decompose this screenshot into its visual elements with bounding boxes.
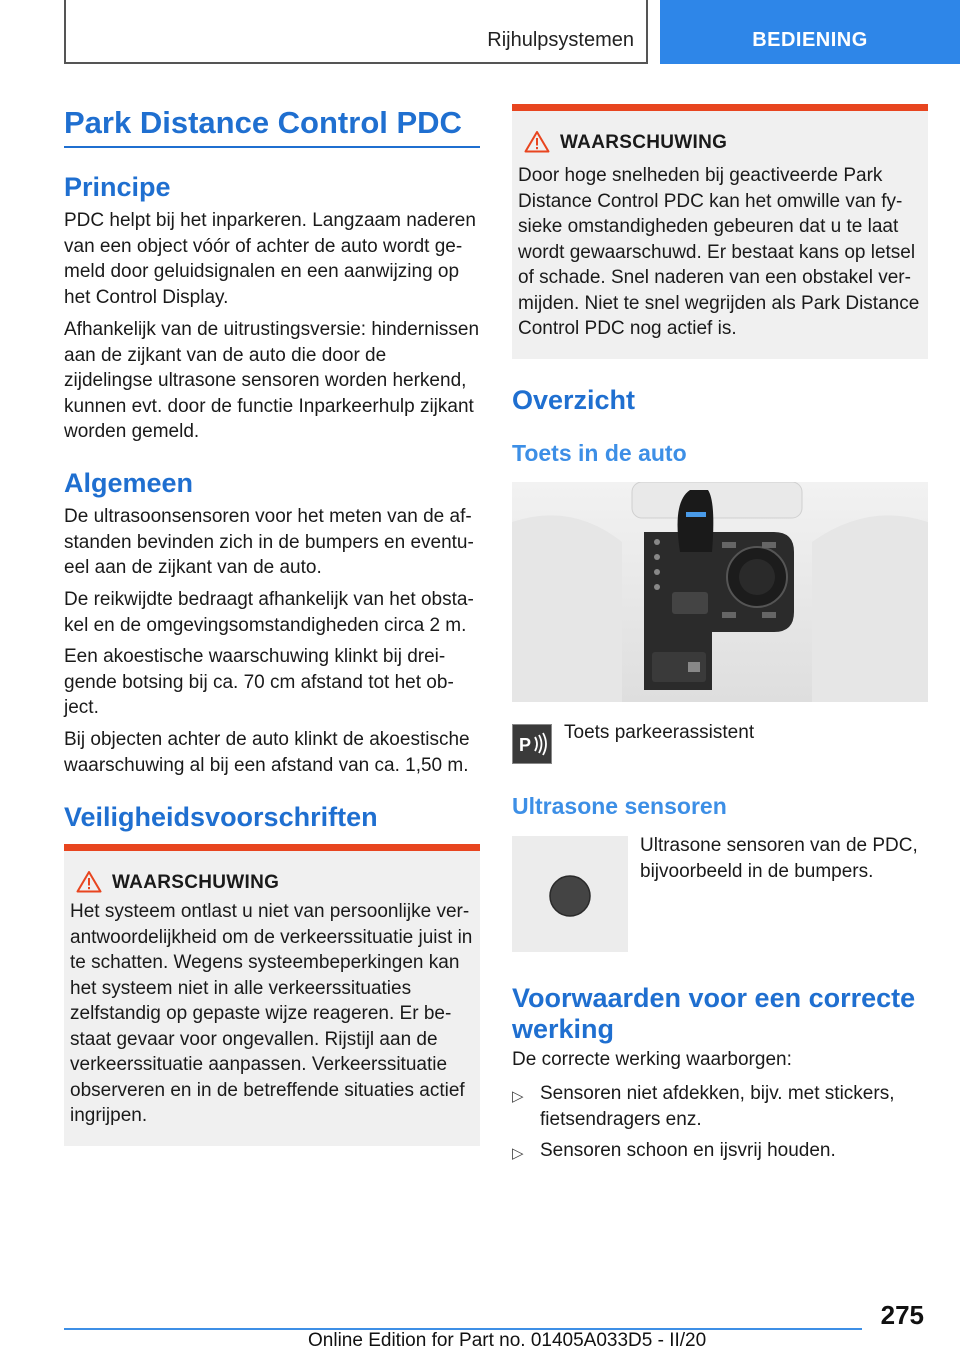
warning-bar — [64, 844, 480, 851]
page-number: 275 — [880, 1300, 924, 1330]
console-photo — [512, 482, 928, 702]
warning-box-safety — [64, 844, 480, 1146]
algemeen-paragraph-2: De reikwijdte bedraagt afhankelijk van het obstakel en de omgevingsomstandigheden circa 2 m. — [64, 589, 474, 636]
principe-paragraph-1: PDC helpt bij het inparkeren. Langzaam naderen van een object vóór of achter de auto wordt gemeld door geluidsignalen en een aanwijzing op het Control Display. — [64, 210, 476, 308]
bullet-triangle-icon: ▷ — [512, 1088, 524, 1105]
sensor-image — [512, 836, 628, 952]
heading-principe: Principe — [64, 172, 171, 202]
list-item — [512, 1081, 922, 1132]
heading-veiligheidsvoorschriften: Veiligheidsvoorschriften — [64, 802, 378, 832]
park-assist-icon — [513, 725, 551, 763]
page-title: Park Distance Control PDC — [64, 105, 462, 140]
header-chapter-label: BEDIENING — [752, 29, 868, 51]
heading-toets-in-de-auto: Toets in de auto — [512, 440, 687, 466]
park-assist-button-icon — [512, 724, 552, 764]
warning-title: WAARSCHUWING — [112, 872, 280, 893]
center-console-image — [512, 482, 928, 702]
warning-triangle-icon — [524, 130, 550, 153]
list-item-text: Sensoren niet afdekken, bijv. met stickers, fietsendragers enz. — [540, 1083, 895, 1130]
warning-title: WAARSCHUWING — [560, 132, 728, 153]
warning-triangle-icon — [76, 870, 102, 893]
bullet-triangle-icon: ▷ — [512, 1145, 524, 1162]
warning-bar — [512, 104, 928, 111]
warning-text: Het systeem ontlast u niet van persoonlijke verantwoordelijkheid om de verkeerssituatie juist in te schatten. Wegens systeembeperkingen kan het systeem niet in alle verkeerssituaties zelfstandig op gepaste wijze reageren. Er bestaat gevaar voor ongevallen. Rijstijl aan de verkeerssituatie aanpassen. Verkeerssituatie observeren en in de betreffende situaties actief ingrijpen. — [70, 901, 473, 1126]
title-rule — [64, 146, 480, 148]
warning-box-speed — [512, 104, 928, 359]
list-item — [512, 1138, 922, 1167]
sensor-photo — [512, 836, 628, 952]
voorwaarden-intro: De correcte werking waarborgen: — [512, 1049, 792, 1070]
algemeen-paragraph-3: Een akoestische waarschuwing klinkt bij dreigende botsing bij ca. 70 cm afstand tot het object. — [64, 646, 454, 718]
svg-text:P: P — [519, 735, 532, 755]
sensor-caption: Ultrasone sensoren van de PDC, bijvoorbeeld in de bumpers. — [640, 835, 918, 882]
warning-text: Door hoge snelheden bij geactiveerde Park Distance Control PDC kan het omwille van fysieke omstandigheden gebeuren dat u te laat wordt gewaarschuwd. Er bestaat kans op letsel of schade. Snel naderen van een obstakel vermijden. Niet te snel wegrijden als Park Distance Control PDC nog actief is. — [518, 165, 920, 339]
list-item-text: Sensoren schoon en ijsvrij houden. — [540, 1140, 836, 1161]
heading-algemeen: Algemeen — [64, 468, 194, 498]
heading-voorwaarden: Voorwaarden voor een correcte werking — [512, 983, 916, 1045]
heading-overzicht: Overzicht — [512, 385, 636, 415]
principe-paragraph-2: Afhankelijk van de uitrustingsversie: hindernissen aan de zijkant van de auto die door de zijdelingse ultrasone sensoren worden herkend, kunnen evt. door de functie Inparkeerhulp zijkant worden gemeld. — [64, 319, 480, 442]
footer-edition: Online Edition for Part no. 01405A033D5 - II/20 — [308, 1330, 707, 1351]
header-section-tab — [64, 0, 648, 64]
header-section-label: Rijhulpsystemen — [487, 29, 634, 51]
icon-caption: Toets parkeerassistent — [564, 722, 755, 743]
algemeen-paragraph-4: Bij objecten achter de auto klinkt de akoestische waarschuwing al bij een afstand van ca. 1,50 m. — [64, 729, 470, 776]
header-chapter-tab — [660, 0, 960, 64]
heading-ultrasone-sensoren: Ultrasone sensoren — [512, 793, 727, 819]
algemeen-paragraph-1: De ultrasoonsensoren voor het meten van de afstanden bevinden zich in de bumpers en eventueel aan de zijkant van de auto. — [64, 506, 474, 578]
